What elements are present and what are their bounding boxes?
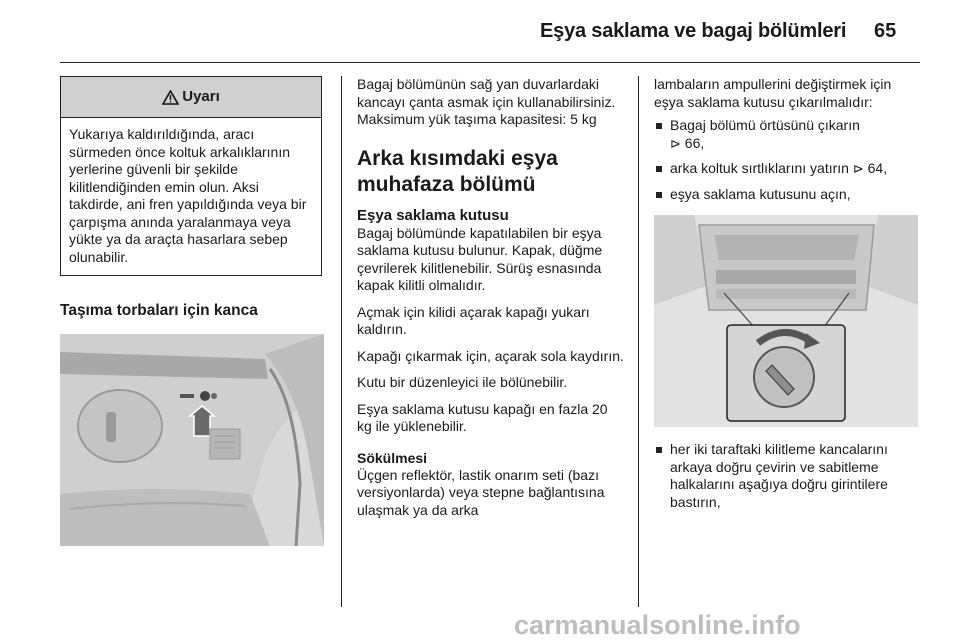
page-number: 65 (874, 20, 897, 42)
removal-intro: Üçgen reflektör, lastik onarım seti (bazı versiyonlarda) veya stepne bağlantısına ulaşmak ya da arka (357, 466, 605, 518)
storage-box-subheading: Eşya saklama kutusu (357, 206, 509, 224)
storage-paragraph-4: Kutu bir düzenleyici ile bölünebilir. (357, 374, 568, 390)
step-text-3: eşya saklama kutusunu açın, (670, 185, 851, 202)
storage-paragraph-2: Açmak için kilidi açarak kapağı yukarı kaldırın. (357, 303, 590, 337)
page-ref-arrow-icon: ⊳ (852, 161, 864, 176)
bag-hook-illustration (60, 334, 324, 546)
warning-box (60, 76, 322, 276)
bag-hook-text: Bagaj bölümünün sağ yan duvarlardaki kancayı çanta asmak için kullanabilirsiniz. Maksimum yük taşıma kapasitesi: 5 kg (357, 76, 616, 127)
column-divider-2 (638, 76, 639, 607)
step-item (654, 160, 922, 178)
removal-intro-cont: lambaların ampullerini değiştirmek için eşya saklama kutusu çıkarılmalıdır: (654, 76, 892, 110)
step-text-4: her iki taraftaki kilitleme kancalarını arkaya doğru çevirin ve sabitleme halkalarını aşağıya doğru girintilere bastırın, (670, 441, 888, 510)
page-header-title: Eşya saklama ve bagaj bölümleri (540, 20, 847, 42)
page-ref-number[interactable]: 66, (684, 134, 705, 151)
bag-hook-heading: Taşıma torbaları için kanca (60, 302, 258, 319)
storage-paragraph-3: Kapağı çıkarmak için, açarak sola kaydırın. (357, 347, 624, 364)
column-middle (357, 76, 625, 528)
warning-label: Uyarı (182, 88, 220, 106)
bullet-square-icon (656, 166, 662, 172)
column-right (654, 76, 922, 519)
step-item (654, 186, 922, 204)
bullet-square-icon (656, 447, 662, 453)
rear-storage-heading: Arka kısımdaki eşya muhafaza bölümü (357, 146, 558, 196)
warning-header (61, 77, 321, 118)
storage-box-illustration (654, 215, 918, 427)
page-ref-arrow-icon: ⊳ (670, 135, 681, 151)
column-divider-1 (341, 76, 342, 607)
column-left (60, 76, 324, 546)
step-text-1: Bagaj bölümü örtüsünü çıkarın (670, 117, 860, 133)
warning-triangle-icon (162, 90, 179, 105)
header-rule (60, 62, 920, 63)
warning-text: Yukarıya kaldırıldığında, aracı sürmeden önce koltuk arkalıklarının yerlerine güvenli bir şekilde kilitlendiğinden emin olun. Aksi takdirde, ani fren yapıldığında veya bir çarpışma anında yaralanmaya veya yükte ya da araçta hasarlara sebep olunabilir. (69, 126, 307, 265)
removal-heading: Sökülmesi (357, 449, 428, 466)
step-item (654, 117, 922, 152)
page-ref-number[interactable]: 64, (867, 160, 888, 176)
storage-paragraph-5: Eşya saklama kutusu kapağı en fazla 20 kg ile yüklenebilir. (357, 400, 608, 434)
step-text (670, 117, 860, 152)
bullet-square-icon (656, 192, 662, 198)
step-text-2: arka koltuk sırtlıklarını yatırın (670, 160, 849, 176)
step-item (654, 441, 922, 511)
watermark: carmanualsonline.info (514, 610, 801, 640)
bullet-square-icon (656, 123, 662, 129)
step-text (670, 160, 887, 178)
storage-paragraph-1: Bagaj bölümünde kapatılabilen bir eşya saklama kutusu bulunur. Kapak, düğme çevrilerek kilitlenebilir. Sürüş esnasında kapak kilitli olmalıdır. (357, 224, 603, 293)
